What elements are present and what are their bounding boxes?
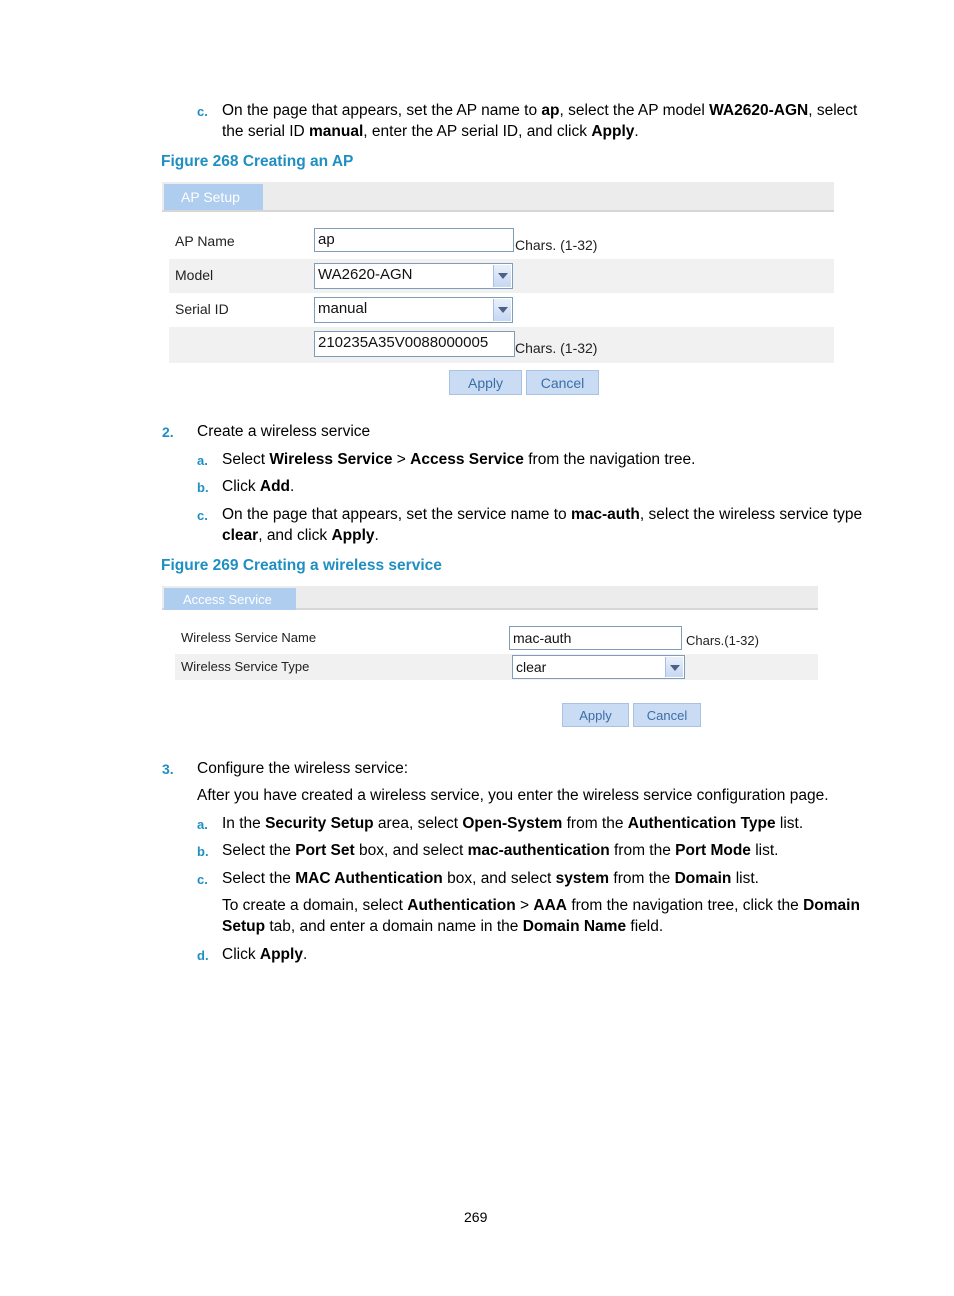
access-service-panel [162, 586, 818, 731]
text: . [302, 946, 308, 963]
page-number: 269 [464, 1209, 488, 1225]
service-type-row [175, 654, 818, 680]
step-number-3: 3. [162, 761, 174, 777]
chevron-down-icon[interactable] [493, 265, 511, 287]
text: box, and select [442, 870, 556, 887]
model-row [169, 259, 834, 293]
service-type-select-value: clear [516, 659, 547, 675]
text: , select the AP model [559, 102, 710, 119]
step1c-text [222, 100, 882, 142]
tab-ap-setup[interactable]: AP Setup [164, 184, 263, 210]
text: box, and select [354, 842, 468, 859]
text: In the [222, 815, 266, 832]
step2-text: Create a wireless service [197, 423, 371, 440]
bold-text: Apply [331, 527, 375, 544]
model-select-value: WA2620-AGN [318, 266, 413, 283]
text: Select the [222, 870, 296, 887]
model-label: Model [175, 267, 214, 283]
apply-button[interactable]: Apply [449, 370, 522, 395]
step2c-line2 [222, 525, 882, 546]
service-name-input[interactable]: mac-auth [509, 626, 682, 650]
text: from the navigation tree, click the [567, 897, 804, 914]
bold-text: Port Set [295, 842, 355, 859]
text: Select the [222, 842, 296, 859]
model-select[interactable] [314, 263, 513, 289]
text: from the navigation tree. [523, 451, 696, 468]
text: the serial ID [222, 123, 310, 140]
step2c-text [222, 504, 882, 546]
step-marker-b: b. [197, 480, 209, 495]
tab-bar [162, 586, 818, 610]
bold-text: Domain Name [522, 918, 627, 935]
text: list. [750, 842, 779, 859]
text: , select [808, 102, 858, 119]
bold-text: ap [541, 102, 560, 119]
bold-text: Port Mode [675, 842, 751, 859]
text: On the page that appears, set the AP name to [222, 102, 542, 119]
text: from the [562, 815, 628, 832]
step3-note-line2 [222, 916, 882, 937]
text: field. [626, 918, 664, 935]
step3d-text [222, 944, 307, 965]
chevron-down-icon[interactable] [493, 299, 511, 321]
serial-id-label: Serial ID [175, 301, 229, 317]
text: On the page that appears, set the service name to [222, 506, 571, 523]
bold-text: Wireless Service [269, 451, 393, 468]
step-marker-a: a. [197, 817, 208, 832]
step3-note-line1 [222, 895, 882, 916]
serial-number-row [169, 327, 834, 363]
service-name-hint: Chars.(1-32) [686, 633, 759, 648]
serial-id-row [169, 293, 834, 327]
chevron-down-icon[interactable] [665, 657, 683, 677]
bold-text: clear [222, 527, 259, 544]
bold-text: mac-auth [570, 506, 640, 523]
text: . [634, 123, 639, 140]
bold-text: Apply [591, 123, 635, 140]
bold-text: AAA [533, 897, 568, 914]
step-marker-d: d. [197, 948, 209, 963]
step1c-line2 [222, 121, 882, 142]
text: area, select [373, 815, 463, 832]
text: , and click [258, 527, 332, 544]
ap-name-input[interactable]: ap [314, 228, 514, 252]
text: , select the wireless service type [639, 506, 863, 523]
bold-text: Domain [803, 897, 860, 914]
bold-text: Authentication Type [627, 815, 776, 832]
apply-button[interactable]: Apply [562, 703, 629, 727]
bold-text: Authentication [407, 897, 516, 914]
serial-number-hint: Chars. (1-32) [515, 340, 598, 356]
step3-text: Configure the wireless service: [197, 760, 409, 777]
serial-number-input[interactable]: 210235A35V0088000005 [314, 331, 515, 357]
bold-text: Open-System [462, 815, 563, 832]
step-number-2: 2. [162, 424, 174, 440]
text: > [392, 451, 411, 468]
step3-note [222, 895, 882, 937]
bold-text: Apply [259, 946, 303, 963]
text: > [515, 897, 534, 914]
text: Select [222, 451, 270, 468]
text: . [290, 478, 295, 495]
text: Click [222, 946, 260, 963]
bold-text: system [555, 870, 610, 887]
text: from the [609, 842, 676, 859]
ap-name-row [169, 226, 834, 259]
step3c-text [222, 868, 759, 889]
step1c-line1 [222, 100, 882, 121]
bold-text: Security Setup [265, 815, 374, 832]
step2b-text [222, 476, 294, 497]
text: list. [731, 870, 759, 887]
ap-name-label: AP Name [175, 233, 235, 249]
step-marker-c: c. [197, 508, 208, 523]
bold-text: Domain [674, 870, 732, 887]
bold-text: MAC Authentication [295, 870, 443, 887]
text: tab, and enter a domain name in the [265, 918, 523, 935]
figure-268-caption: Figure 268 Creating an AP [161, 153, 354, 170]
figure-269-caption: Figure 269 Creating a wireless service [161, 557, 442, 574]
serial-id-select-value: manual [318, 300, 368, 317]
tab-bar [162, 182, 834, 212]
bold-text: Access Service [410, 451, 524, 468]
cancel-button[interactable]: Cancel [633, 703, 701, 727]
text: To create a domain, select [222, 897, 408, 914]
cancel-button[interactable]: Cancel [526, 370, 599, 395]
step3-intro: After you have created a wireless service, you enter the wireless service configuration page. [197, 787, 829, 804]
bold-text: manual [309, 123, 364, 140]
step2a-text [222, 449, 695, 470]
text: , enter the AP serial ID, and click [363, 123, 592, 140]
text: Click [222, 478, 260, 495]
bold-text: WA2620-AGN [709, 102, 809, 119]
step3b-text [222, 840, 778, 861]
step-marker-a: a. [197, 453, 208, 468]
tab-access-service[interactable]: Access Service [164, 588, 296, 610]
ap-name-hint: Chars. (1-32) [515, 237, 598, 253]
bold-text: Setup [222, 918, 266, 935]
service-type-label: Wireless Service Type [181, 659, 310, 674]
step-marker-b: b. [197, 844, 209, 859]
step-marker-c: c. [197, 872, 208, 887]
service-name-row [175, 624, 818, 654]
service-name-label: Wireless Service Name [181, 630, 317, 645]
serial-id-select[interactable] [314, 297, 513, 323]
bold-text: mac-authentication [467, 842, 610, 859]
text: from the [609, 870, 675, 887]
text: list. [775, 815, 804, 832]
step2c-line1 [222, 504, 882, 525]
step3a-text [222, 813, 803, 834]
bold-text: Add [259, 478, 291, 495]
ap-setup-panel [162, 182, 834, 397]
service-type-select[interactable] [512, 655, 685, 679]
step-marker-c: c. [197, 104, 208, 119]
text: . [374, 527, 379, 544]
